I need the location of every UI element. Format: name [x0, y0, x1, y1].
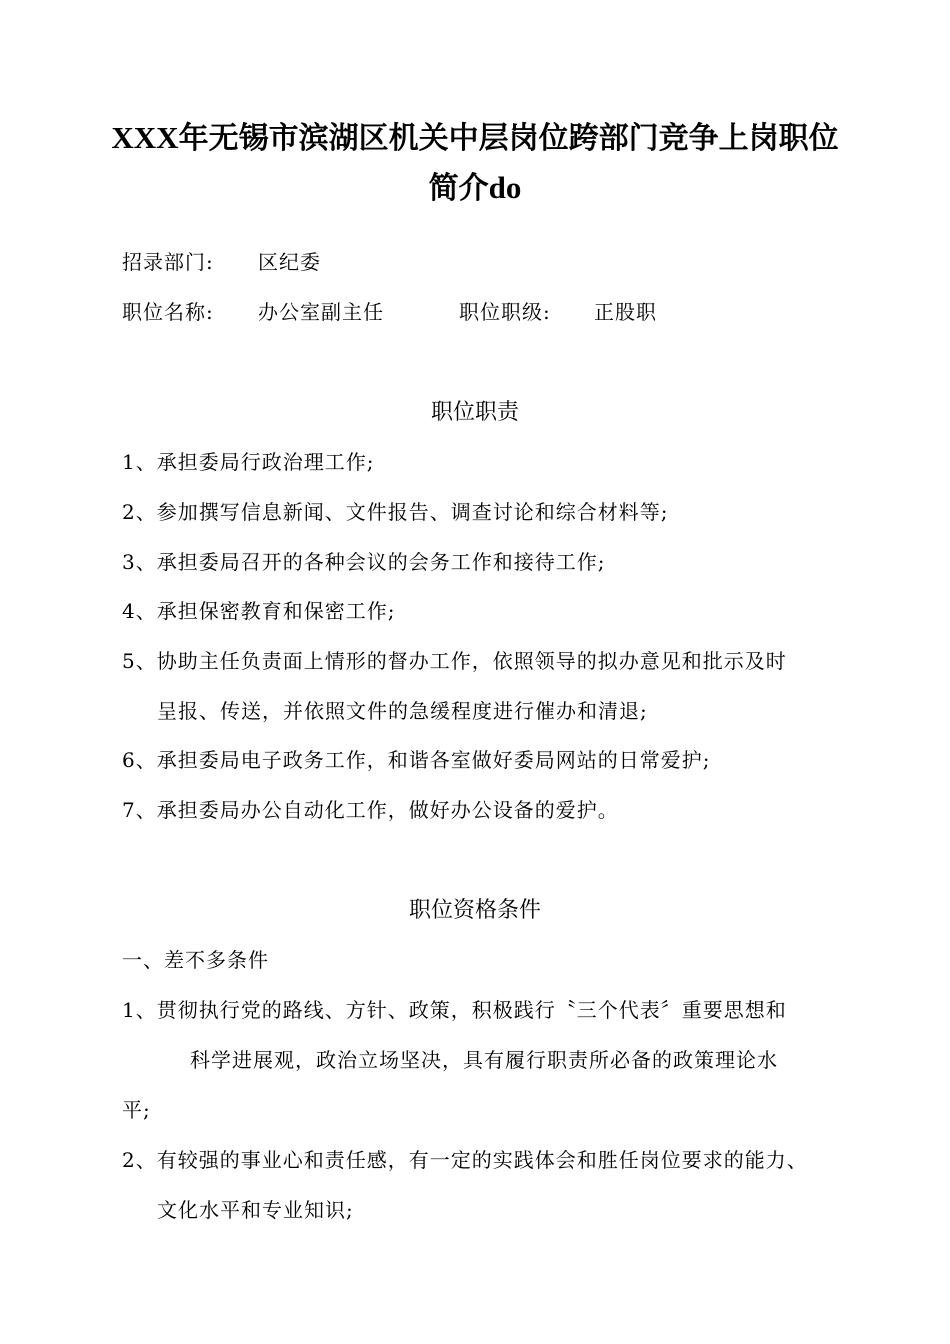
qualification-item-continuation: 文化水平和专业知识;: [157, 1198, 354, 1222]
duty-item: 3、承担委局召开的各种会议的会务工作和接待工作;: [122, 550, 606, 574]
qualifications-subheading: 一、差不多条件: [122, 948, 269, 972]
duty-item: 5、协助主任负责面上情形的督办工作，依照领导的拟办意见和批示及时: [122, 649, 787, 673]
position-value: 办公室副主任: [258, 300, 384, 324]
document-title-line-2: [100, 168, 850, 209]
grade-label: 职位职级:: [459, 300, 551, 324]
grade-value: 正股职: [594, 300, 657, 324]
qualification-item: 1、贯彻执行党的路线、方针、政策，积极践行〝三个代表〞重要思想和: [122, 998, 787, 1022]
qualifications-heading: 职位资格条件: [408, 898, 541, 923]
position-label: 职位名称:: [122, 300, 214, 324]
title-text-1: XXX年无锡市滨湖区机关中层岗位跨部门竞争上岗职位: [111, 120, 839, 156]
duty-item: 1、承担委局行政治理工作;: [122, 450, 375, 474]
qualification-item: 2、有较强的事业心和责任感，有一定的实践体会和胜任岗位要求的能力、: [122, 1148, 808, 1172]
document-title-line-1: [100, 118, 850, 159]
duty-item: 7、承担委局办公自动化工作，做好办公设备的爱护。: [122, 798, 619, 822]
duty-item-continuation: 呈报、传送，并依照文件的急缓程度进行催办和清退;: [157, 699, 648, 723]
title-text-2: 简介do: [428, 170, 522, 206]
duties-heading: 职位职责: [430, 400, 519, 425]
qualification-item-continuation: 科学进展观，政治立场坚决，具有履行职责所必备的政策理论水: [190, 1048, 778, 1072]
duty-item: 4、承担保密教育和保密工作;: [122, 599, 396, 623]
qualification-item-continuation: 平;: [122, 1098, 151, 1122]
duty-item: 2、参加撰写信息新闻、文件报告、调查讨论和综合材料等;: [122, 500, 669, 524]
duty-item: 6、承担委局电子政务工作，和谐各室做好委局网站的日常爱护;: [122, 748, 711, 772]
dept-label: 招录部门:: [122, 250, 214, 274]
dept-value: 区纪委: [258, 250, 321, 274]
